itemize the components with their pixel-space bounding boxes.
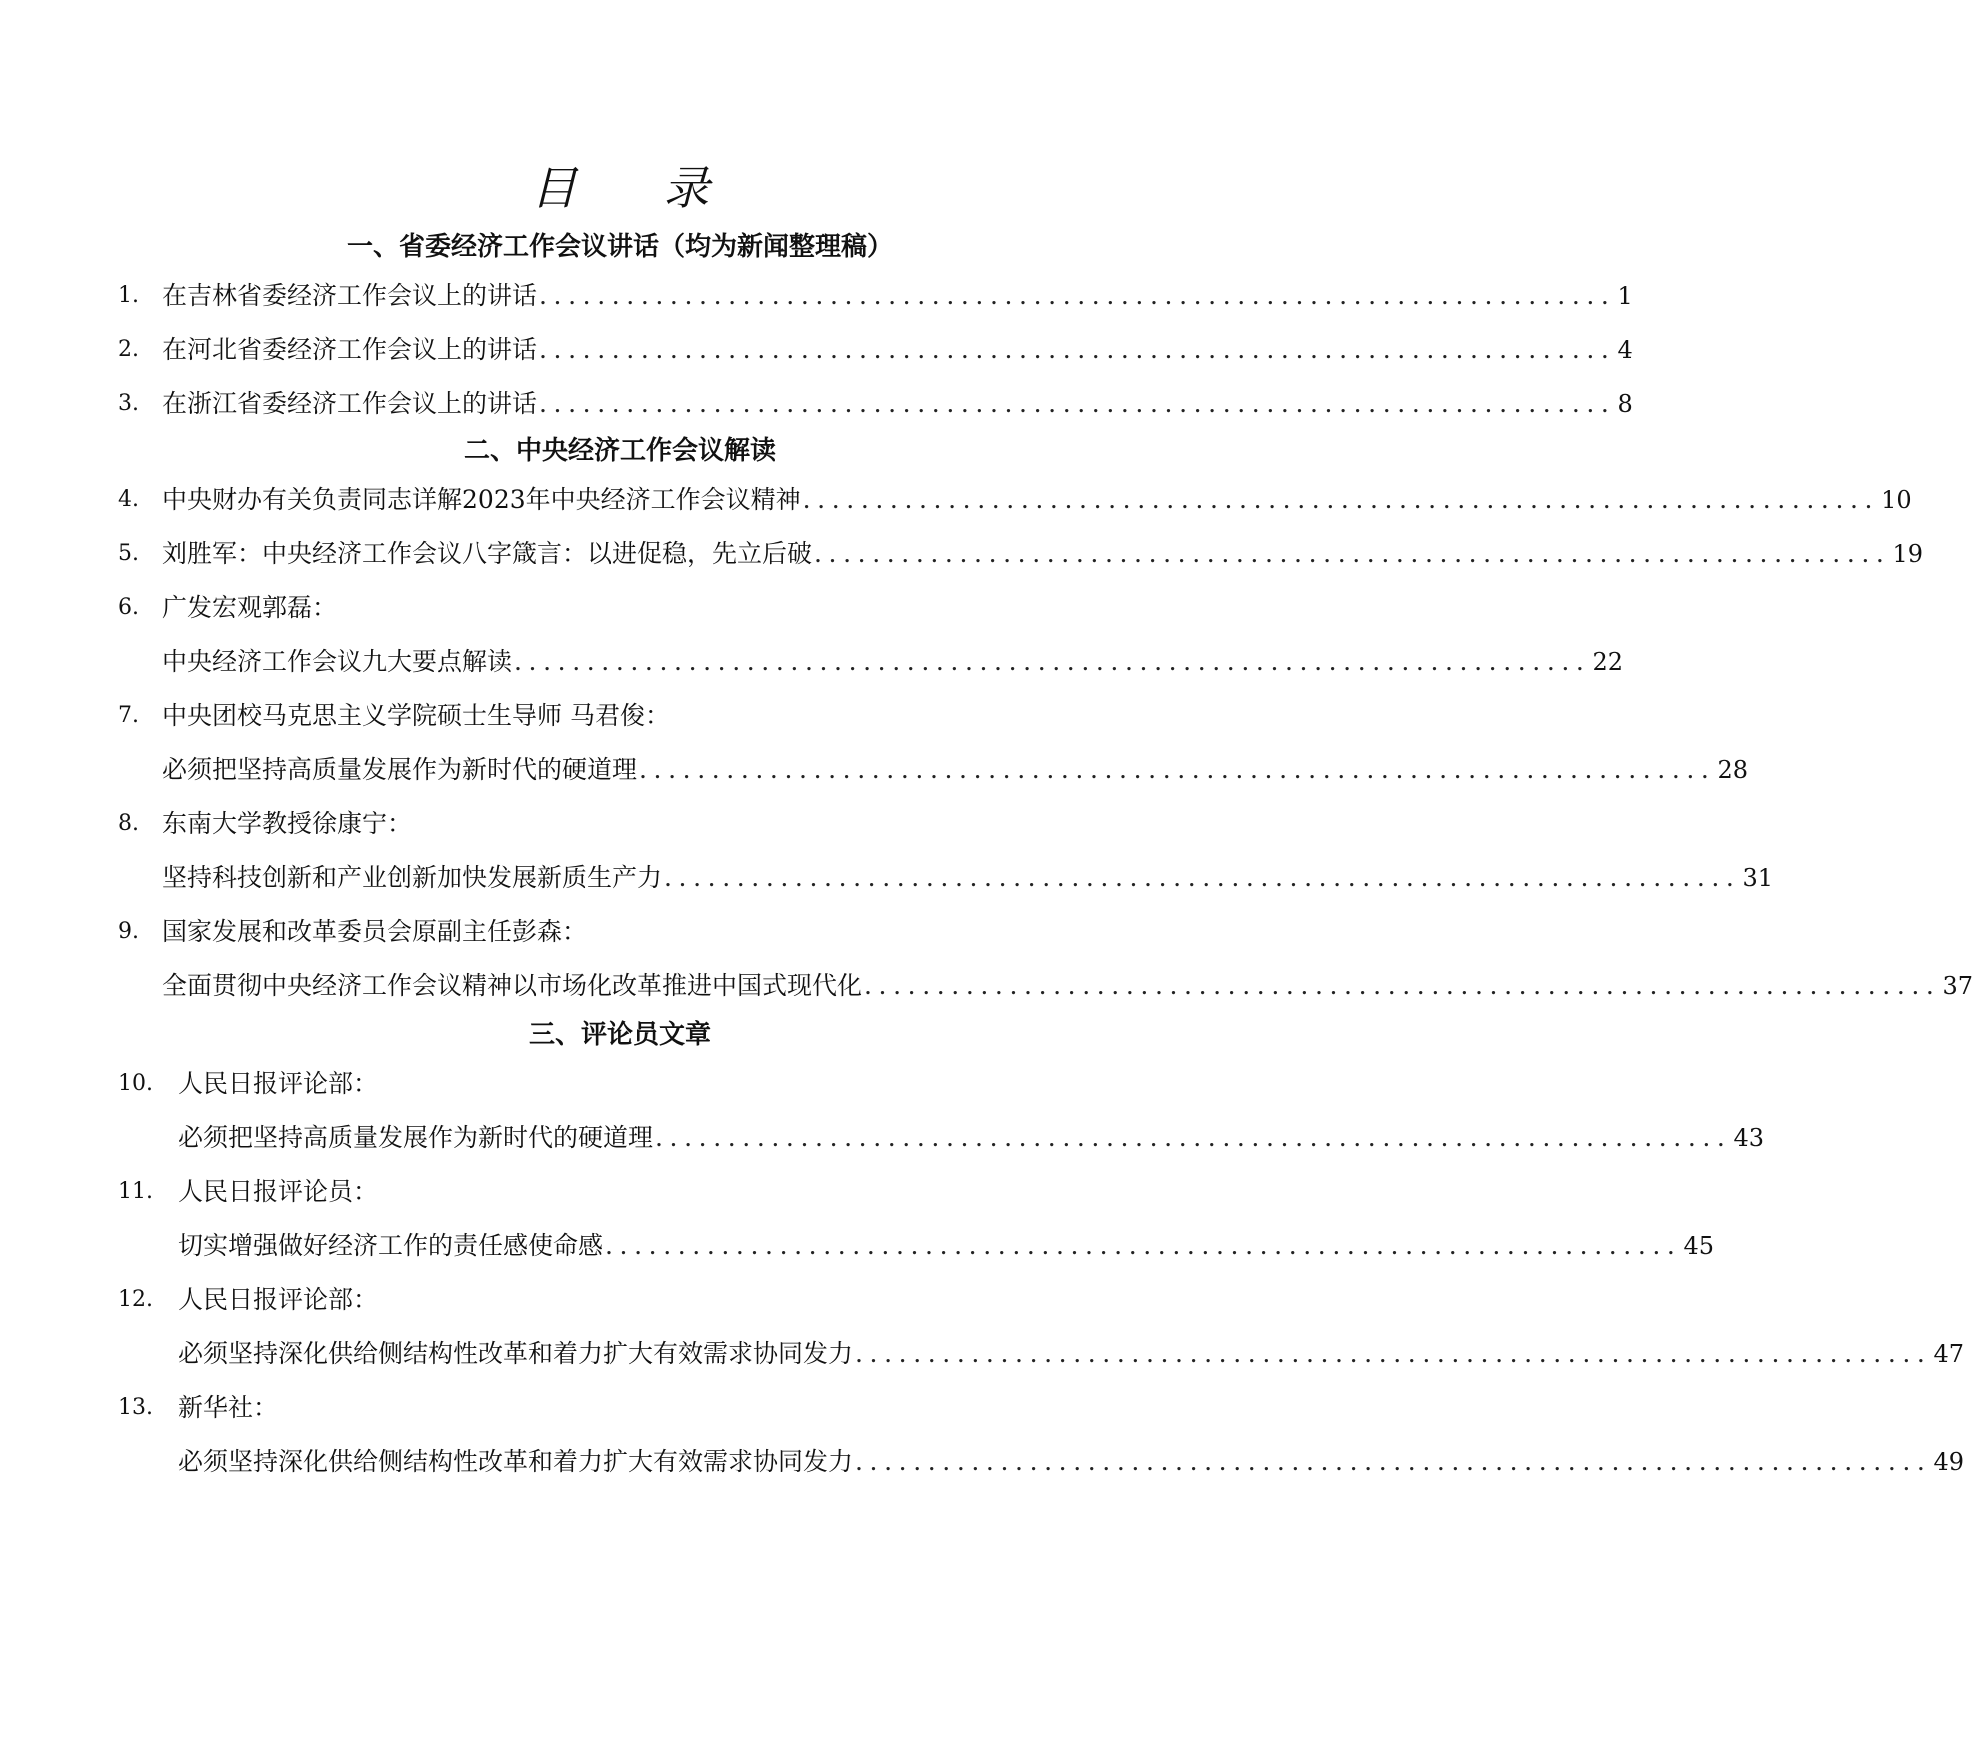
entry-number: 13.: [118, 1395, 153, 1420]
entry-number: 11.: [118, 1179, 153, 1204]
entry-number: 10.: [118, 1071, 153, 1096]
dot-leader: ..........................................................................: [539, 281, 1616, 310]
entry-author: 广发宏观郭磊：: [162, 593, 338, 622]
entry-title: 坚持科技创新和产业创新加快发展新质生产力: [162, 863, 663, 892]
entry-title: 切实增强做好经济工作的责任感使命感: [178, 1231, 604, 1260]
page-number: 49: [1933, 1448, 1965, 1476]
entry-title: 在浙江省委经济工作会议上的讲话: [162, 389, 538, 418]
page-number: 8: [1617, 390, 1633, 418]
entry-number: 6.: [118, 595, 139, 620]
entry-title: 在吉林省委经济工作会议上的讲话: [162, 281, 538, 310]
dot-leader: ..........................................................................: [664, 863, 1741, 892]
entry-author: 人民日报评论部：: [178, 1285, 379, 1314]
section-heading: 三、评论员文章: [528, 1020, 711, 1050]
toc-entry[interactable]: [162, 384, 1633, 424]
toc-entry[interactable]: [178, 1118, 1765, 1158]
page-number: 4: [1617, 336, 1633, 364]
entry-number: 4.: [118, 487, 139, 512]
entry-number: 5.: [118, 541, 139, 566]
entry-number: 12.: [118, 1287, 153, 1312]
page-title: 目 录: [530, 161, 746, 215]
entry-number: 1.: [118, 283, 139, 308]
dot-leader: ..........................................................................: [639, 755, 1716, 784]
toc-entry[interactable]: [162, 276, 1633, 316]
page-number: 45: [1683, 1232, 1715, 1260]
dot-leader: ..........................................................................: [814, 539, 1891, 568]
page-number: 19: [1892, 540, 1924, 568]
entry-author: 东南大学教授徐康宁：: [162, 809, 413, 838]
toc-entry[interactable]: [162, 642, 1624, 682]
toc-entry[interactable]: [162, 858, 1774, 898]
section-heading: 二、中央经济工作会议解读: [463, 436, 776, 466]
dot-leader: ..........................................................................: [802, 485, 1880, 514]
entry-title: 必须坚持深化供给侧结构性改革和着力扩大有效需求协同发力: [178, 1339, 854, 1368]
page-number: 43: [1733, 1124, 1765, 1152]
toc-entry[interactable]: [178, 1334, 1965, 1374]
entry-author: 中央团校马克思主义学院硕士生导师 马君俊：: [162, 701, 670, 730]
entry-author: 国家发展和改革委员会原副主任彭森：: [162, 917, 588, 946]
page-number: 10: [1881, 486, 1912, 514]
entry-number: 8.: [118, 811, 139, 836]
toc-entry[interactable]: [162, 480, 1912, 520]
toc-entry[interactable]: [178, 1442, 1965, 1482]
entry-number: 7.: [118, 703, 139, 728]
page-number: 37: [1942, 972, 1973, 1000]
entry-author: 新华社：: [178, 1393, 279, 1422]
page-number: 1: [1617, 282, 1633, 310]
entry-title: 全面贯彻中央经济工作会议精神以市场化改革推进中国式现代化: [162, 971, 863, 1000]
entry-author: 人民日报评论部：: [178, 1069, 379, 1098]
dot-leader: ..........................................................................: [864, 971, 1941, 1000]
toc-entry[interactable]: [162, 966, 1973, 1006]
dot-leader: ..........................................................................: [605, 1231, 1682, 1260]
entry-number: 9.: [118, 919, 139, 944]
entry-title: 刘胜军：中央经济工作会议八字箴言：以进促稳，先立后破: [162, 539, 813, 568]
dot-leader: ..........................................................................: [655, 1123, 1732, 1152]
dot-leader: ..........................................................................: [855, 1447, 1932, 1476]
toc-entry[interactable]: [162, 534, 1924, 574]
entry-title: 中央财办有关负责同志详解2023年中央经济工作会议精神: [162, 485, 801, 514]
entry-number: 2.: [118, 337, 139, 362]
toc-entry[interactable]: [162, 750, 1749, 790]
entry-title: 在河北省委经济工作会议上的讲话: [162, 335, 538, 364]
entry-title: 中央经济工作会议九大要点解读: [162, 647, 513, 676]
toc-entry[interactable]: [162, 330, 1633, 370]
entry-number: 3.: [118, 391, 139, 416]
dot-leader: ..........................................................................: [855, 1339, 1932, 1368]
page-number: 47: [1933, 1340, 1965, 1368]
page-number: 31: [1742, 864, 1774, 892]
page-number: 22: [1592, 648, 1624, 676]
entry-title: 必须把坚持高质量发展作为新时代的硬道理: [178, 1123, 654, 1152]
entry-title: 必须坚持深化供给侧结构性改革和着力扩大有效需求协同发力: [178, 1447, 854, 1476]
entry-author: 人民日报评论员：: [178, 1177, 379, 1206]
page-number: 28: [1717, 756, 1749, 784]
dot-leader: ..........................................................................: [539, 335, 1616, 364]
toc-entry[interactable]: [178, 1226, 1715, 1266]
section-heading: 一、省委经济工作会议讲话（均为新闻整理稿）: [346, 232, 893, 262]
dot-leader: ..........................................................................: [539, 389, 1616, 418]
entry-title: 必须把坚持高质量发展作为新时代的硬道理: [162, 755, 638, 784]
dot-leader: ..........................................................................: [514, 647, 1591, 676]
